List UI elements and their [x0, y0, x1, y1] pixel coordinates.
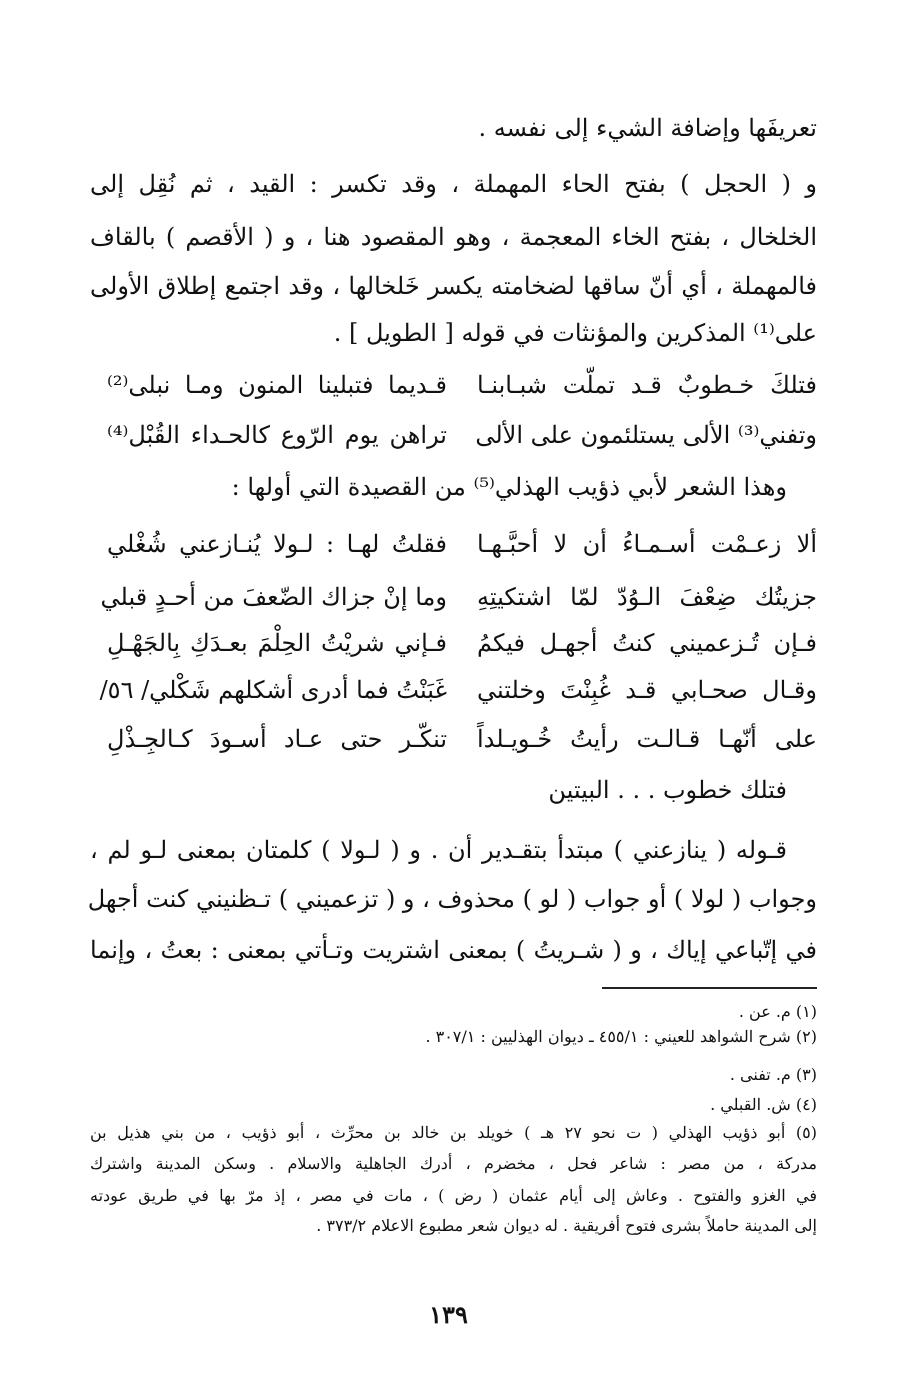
verse-4-hemistich-1: جزيتُك ضِعْفَ الـوُدّ لمّا اشتكيتِهِ [477, 583, 817, 611]
footnote-5-line-1: (٥) أبو ذؤيب الهذلي ( ت نحو ٢٧ هـ ) خويلد بن خالد بن محرِّث ، أبو ذؤيب ، من بني هذيل بن [90, 1123, 817, 1142]
verse-5-hemistich-2: فـإني شريْتُ الحِلْمَ بعـدَكِ بِالجَهْـلِ [107, 629, 447, 657]
footnote-5-line-3: في الغزو والفتوح . وعاش إلى أيام عثمان ( رض ) ، مات في مصر ، إذ مرّ بها في طريق عودته [90, 1186, 817, 1205]
body-line-5: على⁽¹⁾ المذكرين والمؤنثات في قوله [ الطويل ] . [333, 319, 817, 347]
body-line-3: الخلخال ، بفتح الخاء المعجمة ، وهو المقصود هنا ، و ( الأقصم ) بالقاف [90, 223, 817, 251]
verse-6-hemistich-1: وقـال صحـابي قـد غُبِنْتَ وخلتني [477, 676, 817, 704]
body-line-4: فالمهملة ، أي أنّ ساقها لضخامته يكسر خَلخالها ، وقد اجتمع إطلاق الأولى [90, 272, 817, 300]
verse-3-hemistich-1: ألا زعـمْت أسـمـاءُ أن لا أحبَّـهـا [477, 530, 817, 558]
verse-1-hemistich-1: فتلكَ خـطوبٌ قـد تملّت شبـابنـا [477, 371, 817, 399]
verse-7-hemistich-1: على أنّهـا قـالـت رأيتُ خُـويـلداً [477, 725, 817, 753]
verse-7-hemistich-2: تنكّـر حتى عـاد أسـودَ كـالجِـذْلِ [107, 725, 447, 753]
footnote-4: (٤) ش. القبلي . [710, 1095, 817, 1114]
footnote-3: (٣) م. تفنى . [729, 1065, 817, 1084]
verse-2-hemistich-2: تراهن يوم الرّوع كالحـداء القُبْل⁽⁴⁾ [107, 421, 447, 449]
body-line-2: و ( الحجل ) بفتح الحاء المهملة ، وقد تكسر : القيد ، ثم نُقِل إلى [90, 170, 817, 198]
footnote-1: (١) م. عن . [738, 1002, 817, 1021]
poem-intro: وهذا الشعر لأبي ذؤيب الهذلي⁽⁵⁾ من القصيدة التي أولها : [231, 473, 787, 501]
commentary-line-2: وجواب ( لولا ) أو جواب ( لو ) محذوف ، و ( تزعميني ) تـظنيني كنت أجهل [87, 885, 817, 913]
footnote-5-line-4: إلى المدينة حاملاً بشرى فتوح أفريقية . له ديوان شعر مطبوع الاعلام ٣٧٣/٢ . [316, 1216, 817, 1235]
page-number: ١٣٩ [429, 1300, 468, 1329]
verse-2-hemistich-1: وتفني⁽³⁾ الألى يستلئمون على الألى [475, 421, 817, 449]
poem-closing: فتلك خطوب . . . البيتين [548, 776, 787, 804]
verse-3-hemistich-2: فقلتُ لهـا : لـولا يُنـازعني شُغْلي [107, 530, 447, 558]
footnote-5-line-2: مدركة ، من مصر : شاعر فحل ، مخضرم ، أدرك الجاهلية والاسلام . وسكن المدينة واشترك [90, 1154, 817, 1173]
verse-1-hemistich-2: قـديما فتبلينا المنون ومـا نبلى⁽²⁾ [107, 371, 447, 399]
verse-4-hemistich-2: وما إنْ جزاك الضّعفَ من أحـدٍ قبلي [100, 583, 447, 611]
verse-5-hemistich-1: فـإن تُـزعميني كنتُ أجهـل فيكمُ [477, 629, 817, 657]
verse-6-hemistich-2: غَبَنْتُ فما أدرى أشكلهم شَكْلي/ ٥٦/ [99, 676, 447, 704]
footnote-2: (٢) شرح الشواهد للعيني : ٤٥٥/١ ـ ديوان الهذليين : ٣٠٧/١ . [425, 1027, 817, 1046]
body-line-1: تعريفَها وإضافة الشيء إلى نفسه . [478, 114, 817, 142]
footnote-separator [602, 987, 817, 989]
commentary-line-3: في إتّباعي إياك ، و ( شـريتُ ) بمعنى اشتريت وتـأتي بمعنى : بعتُ ، وإنما [90, 936, 817, 964]
commentary-line-1: قـوله ( ينازعني ) مبتدأ بتقـدير أن . و ( لـولا ) كلمتان بمعنى لـو لم ، [90, 836, 787, 864]
